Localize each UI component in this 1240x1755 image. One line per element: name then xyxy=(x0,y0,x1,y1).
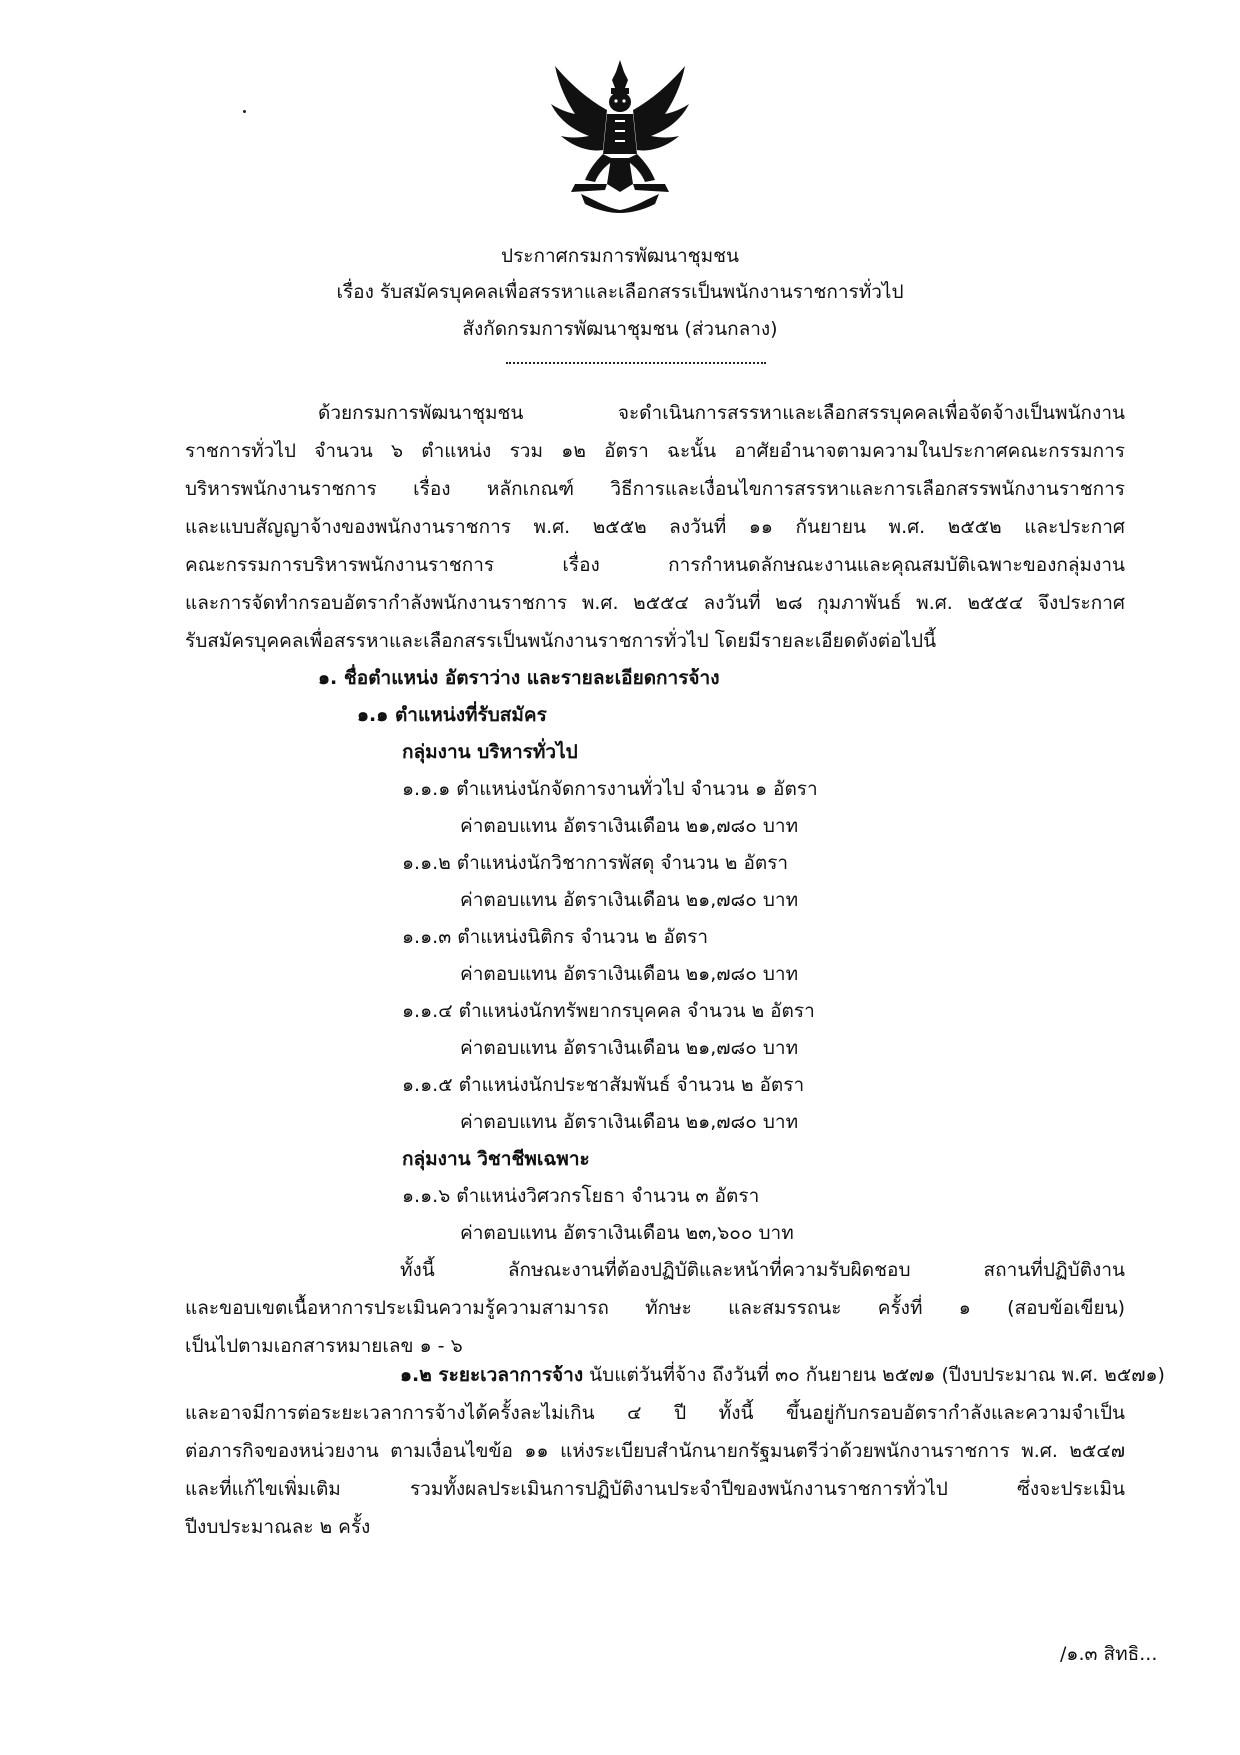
position-title: ๑.๑.๑ ตำแหน่งนักจัดการงานทั่วไป จำนวน ๑ อัตรา xyxy=(402,778,818,800)
position-title: ๑.๑.๕ ตำแหน่งนักประชาสัมพันธ์ จำนวน ๒ อัตรา xyxy=(402,1074,805,1096)
section-1-2-label: ๑.๒ ระยะเวลาการจ้าง xyxy=(400,1364,584,1386)
position-pay: ค่าตอบแทน อัตราเงินเดือน ๒๓,๖๐๐ บาท xyxy=(460,1222,794,1244)
announcement-title: ประกาศกรมการพัฒนาชุมชน xyxy=(501,245,739,267)
section-1-2-first-line xyxy=(185,1356,1165,1394)
position-title: ๑.๑.๓ ตำแหน่งนิติกร จำนวน ๒ อัตรา xyxy=(402,926,709,948)
intro-paragraph xyxy=(185,394,1125,660)
garuda-emblem-icon xyxy=(545,58,695,213)
position-pay: ค่าตอบแทน อัตราเงินเดือน ๒๑,๗๘๐ บาท xyxy=(460,889,799,911)
section-1-2-line: และที่แก้ไขเพิ่มเติม รวมทั้งผลประเมินการปฏิบัติงานประจำปีของพนักงานราชการทั่วไป ซึ่งจะประเมิน xyxy=(185,1478,1125,1500)
position-pay: ค่าตอบแทน อัตราเงินเดือน ๒๑,๗๘๐ บาท xyxy=(460,1037,799,1059)
section-1-2-line: และอาจมีการต่อระยะเวลาการจ้างได้ครั้งละไม่เกิน ๔ ปี ทั้งนี้ ขึ้นอยู่กับกรอบอัตรากำลังและความจำเป็น xyxy=(185,1402,1125,1424)
position-pay: ค่าตอบแทน อัตราเงินเดือน ๒๑,๗๘๐ บาท xyxy=(460,963,799,985)
intro-line: รับสมัครบุคคลเพื่อสรรหาและเลือกสรรเป็นพนักงานราชการทั่วไป โดยมีรายละเอียดดังต่อไปนี้ xyxy=(185,630,937,652)
note-paragraph xyxy=(185,1251,1125,1365)
announcement-department: สังกัดกรมการพัฒนาชุมชน (ส่วนกลาง) xyxy=(462,318,778,340)
intro-line: ด้วยกรมการพัฒนาชุมชน จะดำเนินการสรรหาและเลือกสรรบุคคลเพื่อจัดจ้างเป็นพนักงาน xyxy=(318,402,1125,424)
note-line: และขอบเขตเนื้อหาการประเมินความรู้ความสามารถ ทักษะ และสมรรถนะ ครั้งที่ ๑ (สอบข้อเขียน) xyxy=(185,1297,1125,1319)
announcement-subject: เรื่อง รับสมัครบุคคลเพื่อสรรหาและเลือกสรรเป็นพนักงานราชการทั่วไป xyxy=(336,281,904,303)
section-1-title: ๑. ชื่อตำแหน่ง อัตราว่าง และรายละเอียดการจ้าง xyxy=(318,667,720,689)
section-1-2-line: ต่อภารกิจของหน่วยงาน ตามเงื่อนไขข้อ ๑๑ แห่งระเบียบสำนักนายกรัฐมนตรีว่าด้วยพนักงานราชการ พ.ศ. ๒๕๔๗ xyxy=(185,1440,1125,1462)
position-title: ๑.๑.๒ ตำแหน่งนักวิชาการพัสดุ จำนวน ๒ อัตรา xyxy=(402,852,789,874)
group-general-admin: กลุ่มงาน บริหารทั่วไป xyxy=(402,741,578,763)
intro-line: ราชการทั่วไป จำนวน ๖ ตำแหน่ง รวม ๑๒ อัตรา ฉะนั้น อาศัยอำนาจตามความในประกาศคณะกรรมการ xyxy=(185,440,1125,462)
scan-speck xyxy=(243,110,246,113)
continuation-marker: /๑.๓ สิทธิ... xyxy=(1060,1643,1158,1665)
intro-line: และการจัดทำกรอบอัตรากำลังพนักงานราชการ พ.ศ. ๒๕๕๔ ลงวันที่ ๒๘ กุมภาพันธ์ พ.ศ. ๒๕๕๔ จึงประกาศ xyxy=(185,592,1125,614)
dotted-separator xyxy=(506,362,766,364)
intro-line: และแบบสัญญาจ้างของพนักงานราชการ พ.ศ. ๒๕๕๒ ลงวันที่ ๑๑ กันยายน พ.ศ. ๒๕๕๒ และประกาศ xyxy=(185,516,1125,538)
section-1-1-title: ๑.๑ ตำแหน่งที่รับสมัคร xyxy=(357,704,547,726)
note-line: เป็นไปตามเอกสารหมายเลข ๑ - ๖ xyxy=(185,1335,463,1357)
intro-line: บริหารพนักงานราชการ เรื่อง หลักเกณฑ์ วิธีการและเงื่อนไขการสรรหาและการเลือกสรรพนักงานราชการ xyxy=(185,478,1125,500)
position-pay: ค่าตอบแทน อัตราเงินเดือน ๒๑,๗๘๐ บาท xyxy=(460,815,799,837)
group-professional: กลุ่มงาน วิชาชีพเฉพาะ xyxy=(402,1148,590,1170)
section-1-2-paragraph xyxy=(185,1356,1165,1546)
intro-line: คณะกรรมการบริหารพนักงานราชการ เรื่อง การกำหนดลักษณะงานและคุณสมบัติเฉพาะของกลุ่มงาน xyxy=(185,554,1125,576)
section-1-2-text: นับแต่วันที่จ้าง ถึงวันที่ ๓๐ กันยายน ๒๕๗๑ (ปีงบประมาณ พ.ศ. ๒๕๗๑) xyxy=(583,1364,1165,1386)
position-pay: ค่าตอบแทน อัตราเงินเดือน ๒๑,๗๘๐ บาท xyxy=(460,1111,799,1133)
section-1-2-line: ปีงบประมาณละ ๒ ครั้ง xyxy=(185,1516,371,1538)
note-line: ทั้งนี้ ลักษณะงานที่ต้องปฏิบัติและหน้าที่ความรับผิดชอบ สถานที่ปฏิบัติงาน xyxy=(400,1259,1125,1281)
position-title: ๑.๑.๖ ตำแหน่งวิศวกรโยธา จำนวน ๓ อัตรา xyxy=(402,1185,760,1207)
position-title: ๑.๑.๔ ตำแหน่งนักทรัพยากรบุคคล จำนวน ๒ อัตรา xyxy=(402,1000,815,1022)
